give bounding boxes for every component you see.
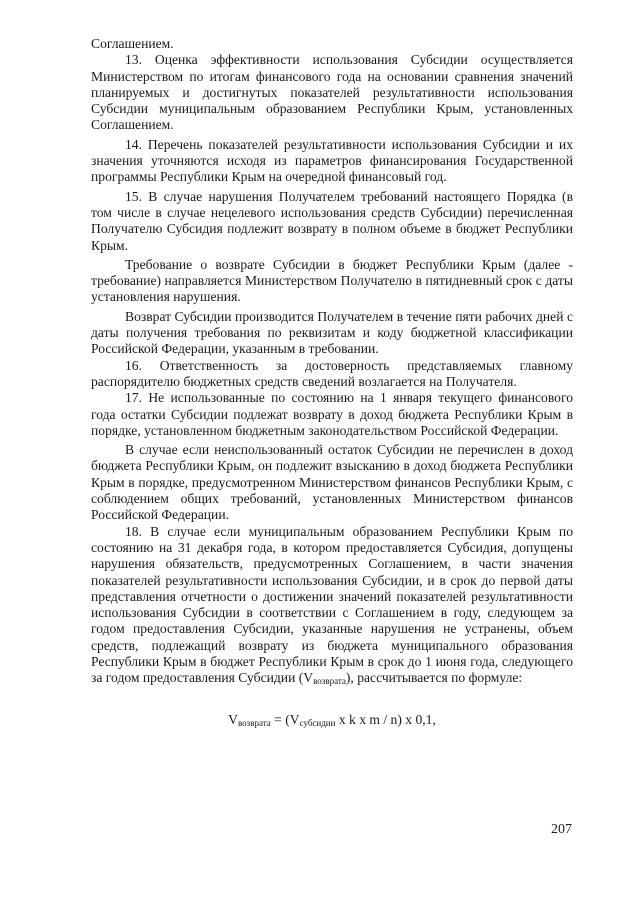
formula (91, 712, 573, 731)
paragraph-17: 17. Не использованные по состоянию на 1 января текущего финансового года остатки Субсидии подлежат возврату в доход бюджета Республики Крым в порядке, установленном бюджетным законодательством Российской Федерации. (91, 390, 573, 438)
paragraph-14: 14. Перечень показателей результативности использования Субсидии и их значения уточняются исходя из параметров финансирования Государственной программы Республики Крым на очередной финансовый год. (91, 136, 573, 185)
paragraph-16: 16. Ответственность за достоверность представляемых главному распорядителю бюджетных средств сведений возлагается на Получателя. (91, 357, 573, 389)
formula-subsidy-subscript: субсидии (299, 717, 336, 728)
formula-equals: = (V (270, 711, 300, 727)
paragraph-18-subscript: возврата (313, 676, 346, 687)
paragraph-18-tail: ), рассчитывается по формуле: (345, 670, 523, 686)
document-body (91, 36, 573, 731)
paragraph-15-return: Возврат Субсидии производится Получателем в течение пяти рабочих дней с даты получения требования по реквизитам и коду бюджетной классификации Российской Федерации, указанным в требовании. (91, 308, 573, 357)
formula-v-subscript: возврата (237, 717, 271, 728)
paragraph-continuation: Соглашением. (91, 36, 174, 51)
paragraph-15: 15. В случае нарушения Получателем требований настоящего Порядка (в том числе в случае нецелевого использования средств Субсидии) перечисленная Получателю Субсидия подлежит возврату в полном объеме в бюджет Республики Крым. (91, 188, 573, 253)
page-number: 207 (551, 822, 572, 837)
paragraph-17-unspent: В случае если неиспользованный остаток Субсидии не перечислен в доход бюджета Республики Крым, он подлежит взысканию в доход бюджета Республики Крым в порядке, предусмотренном Министерством финансов Республики Крым, с соблюдением общих требований, установленных Министерством финансов Российской Федерации. (91, 442, 573, 523)
paragraph-13: 13. Оценка эффективности использования Субсидии осуществляется Министерством по итогам финансового года на основании сравнения значений планируемых и достигнутых показателей результативности использования Субсидии муниципальным образованием Республики Крым, установленных Соглашением. (91, 52, 573, 133)
paragraph-15-requirement: Требование о возврате Субсидии в бюджет Республики Крым (далее - требование) направляется Министерством Получателю в пятидневный срок с даты установления нарушения. (91, 256, 573, 305)
formula-v: V (228, 711, 238, 727)
paragraph-18-text: 18. В случае если муниципальным образованием Республики Крым по состоянию на 31 декабря года, в котором предоставляется Субсидия, допущены нарушения обязательств, предусмотренных Соглашением, в части значения показателей результативности использования Субсидии, и в срок до первой даты представления отчетности о достижении значений показателей результативности использования Субсидии в соответствии с Соглашением в году, следующем за годом предоставления Субсидии, указанные нарушения не устранены, объем средств, подлежащий возврату из бюджета муниципального образования Республики Крым в бюджет Республики Крым в срок до 1 июня года, следующего за годом предоставления Субсидии (V (91, 523, 573, 686)
paragraph-18 (91, 524, 573, 690)
formula-rest: x k x m / n) x 0,1, (335, 711, 436, 727)
